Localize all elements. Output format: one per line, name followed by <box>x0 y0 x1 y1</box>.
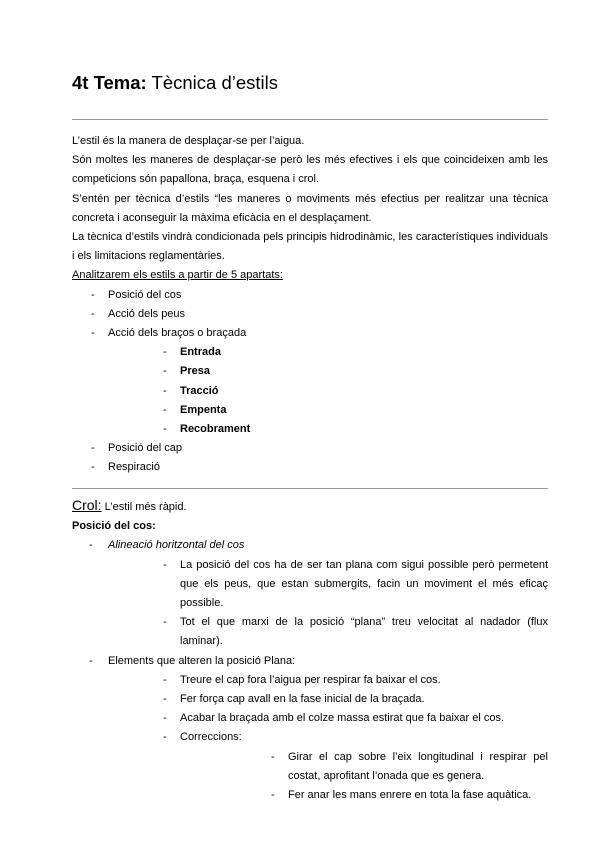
crol-description: L’estil més ràpid. <box>101 501 187 513</box>
intro-paragraph: S’entén per tècnica d’estils “les maneres o moviments més efectius per realitzar una tècnica concreta i aconseguir la màxima eficàcia en el desplaçament. <box>72 192 548 224</box>
correction-text: Fer anar les mans enrere en tota la fase aquàtica. <box>288 789 532 802</box>
dash-bullet: - <box>163 365 167 378</box>
intro-paragraph: Són moltes les maneres de desplaçar-se però les més efectives i els que coincideixen amb les competicions són papallona, braça, esquena i crol. <box>72 154 548 186</box>
dash-bullet: - <box>91 327 95 340</box>
phase-item <box>108 382 548 401</box>
list-item <box>72 652 548 806</box>
dash-bullet: - <box>91 307 95 320</box>
dash-bullet: - <box>163 712 167 725</box>
title-topic-name: Tècnica d’estils <box>146 72 278 93</box>
list-item <box>72 458 548 477</box>
dash-bullet: - <box>271 750 275 763</box>
list-item <box>108 728 548 805</box>
point-text: Fer força cap avall en la fase inicial de la braçada. <box>180 693 425 706</box>
dash-bullet: - <box>89 654 93 667</box>
dash-bullet: - <box>163 558 167 571</box>
phase-item <box>108 401 548 420</box>
top-divider <box>72 119 548 120</box>
crol-heading <box>72 496 548 517</box>
point-text: Acabar la braçada amb el colze massa estirat que fa baixar el cos. <box>180 712 505 725</box>
phase-label: Entrada <box>180 346 221 359</box>
list-item <box>180 786 548 805</box>
correction-text: Girar el cap sobre l’eix longitudinal i respirar pel costat, aprofitant l’onada que es genera. <box>288 750 548 782</box>
list-item-label: Respiració <box>108 461 160 474</box>
phase-item <box>108 343 548 362</box>
body-position-heading: Posició del cos: <box>72 520 156 533</box>
dash-bullet: - <box>163 384 167 397</box>
dash-bullet: - <box>89 539 93 552</box>
alignment-label: Alineació horitzontal del cos <box>108 539 245 552</box>
crol-title: Crol: <box>72 497 102 513</box>
list-item <box>108 671 548 690</box>
list-item <box>108 709 548 728</box>
phase-item <box>108 420 548 439</box>
intro-paragraph: La tècnica d’estils vindrà condicionada pels principis hidrodinàmic, les característiques individuals i els limitacions reglamentàries. <box>72 231 548 263</box>
point-text: Correccions: <box>180 731 242 744</box>
list-item <box>72 536 548 651</box>
phase-label: Tracció <box>180 384 219 397</box>
list-item <box>72 305 548 324</box>
title-topic-number: 4t Tema: <box>72 72 147 93</box>
list-item-label: Posició del cap <box>108 442 182 455</box>
list-item <box>180 748 548 786</box>
phases-list <box>108 343 548 439</box>
point-text: Tot el que marxi de la posició “plana” treu velocitat al nadador (flux laminar). <box>180 616 548 648</box>
dash-bullet: - <box>163 673 167 686</box>
dash-bullet: - <box>163 731 167 744</box>
dash-bullet: - <box>163 403 167 416</box>
dash-bullet: - <box>163 423 167 436</box>
phase-label: Empenta <box>180 403 227 416</box>
list-item <box>72 439 548 458</box>
list-item-label: Acció dels braços o braçada <box>108 327 247 340</box>
point-text: Treure el cap fora l’aigua per respirar fa baixar el cos. <box>180 673 441 686</box>
sections-list <box>72 286 548 478</box>
phase-item <box>108 362 548 381</box>
alter-points <box>108 671 548 805</box>
crol-points-list <box>72 536 548 805</box>
intro-underlined-lead: Analitzarem els estils a partir de 5 apartats: <box>72 269 283 282</box>
section-divider <box>72 488 548 489</box>
list-item <box>72 286 548 305</box>
dash-bullet: - <box>163 346 167 359</box>
dash-bullet: - <box>91 461 95 474</box>
alter-label: Elements que alteren la posició Plana: <box>108 654 296 667</box>
dash-bullet: - <box>163 616 167 629</box>
alignment-points <box>108 556 548 652</box>
list-item <box>108 613 548 651</box>
phase-label: Presa <box>180 365 210 378</box>
crol-section <box>72 496 548 805</box>
dash-bullet: - <box>271 789 275 802</box>
list-item-label: Acció dels peus <box>108 307 186 320</box>
point-text: La posició del cos ha de ser tan plana com sigui possible però permetent que els peus, que estan submergits, facin un moviment el més eficaç possible. <box>180 558 548 610</box>
dash-bullet: - <box>163 693 167 706</box>
intro-block <box>72 132 548 478</box>
dash-bullet: - <box>91 442 95 455</box>
page-title <box>72 72 278 94</box>
dash-bullet: - <box>91 288 95 301</box>
list-item <box>108 690 548 709</box>
list-item <box>108 556 548 614</box>
corrections-list <box>180 748 548 806</box>
intro-paragraph: L’estil és la manera de desplaçar-se per l’aigua. <box>72 135 305 147</box>
phase-label: Recobrament <box>180 423 251 436</box>
list-item <box>72 324 548 439</box>
list-item-label: Posició del cos <box>108 288 182 301</box>
